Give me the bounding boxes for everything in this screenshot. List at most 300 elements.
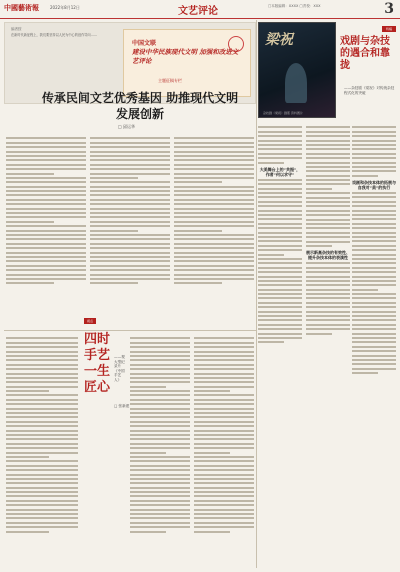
text-line xyxy=(90,173,170,175)
text-line xyxy=(306,162,350,164)
performer-figure xyxy=(285,63,307,103)
text-line xyxy=(352,355,396,357)
feature-image xyxy=(258,22,336,118)
text-line xyxy=(90,282,138,284)
text-line xyxy=(306,232,350,234)
text-line xyxy=(194,394,254,396)
text-line xyxy=(258,262,302,264)
text-line xyxy=(258,218,302,220)
text-line xyxy=(130,500,190,502)
text-line xyxy=(258,337,302,339)
text-line xyxy=(130,478,190,480)
text-line xyxy=(306,236,350,238)
text-line xyxy=(90,260,170,262)
text-line xyxy=(352,297,396,299)
text-line xyxy=(306,166,350,168)
text-line xyxy=(352,258,396,260)
text-line xyxy=(174,164,254,166)
text-line xyxy=(258,131,302,133)
text-line xyxy=(130,377,190,379)
text-line xyxy=(174,173,254,175)
text-line xyxy=(6,260,86,262)
text-line xyxy=(352,223,396,225)
text-line xyxy=(352,368,396,370)
text-line xyxy=(258,192,302,194)
text-line xyxy=(6,412,78,414)
text-line xyxy=(306,223,350,225)
text-line xyxy=(258,315,302,317)
text-line xyxy=(194,509,254,511)
text-line xyxy=(6,238,86,240)
text-line xyxy=(90,243,170,245)
text-line xyxy=(194,469,254,471)
text-line xyxy=(352,192,396,194)
text-line xyxy=(130,460,190,462)
feature-headline: 戏剧与杂技的遇合和靠拢 xyxy=(340,36,390,71)
text-line xyxy=(352,236,396,238)
text-line xyxy=(130,386,166,388)
text-line xyxy=(6,337,78,339)
text-line xyxy=(174,216,254,218)
text-line xyxy=(130,482,190,484)
text-line xyxy=(6,478,78,480)
text-line xyxy=(352,218,396,220)
text-line xyxy=(352,157,396,159)
text-line xyxy=(258,183,302,185)
text-line xyxy=(258,179,302,181)
text-line xyxy=(352,245,396,247)
text-line xyxy=(6,399,78,401)
text-line xyxy=(6,177,86,179)
text-line xyxy=(258,280,302,282)
text-line xyxy=(194,399,254,401)
text-line xyxy=(6,190,86,192)
text-line xyxy=(130,390,190,392)
text-line xyxy=(194,526,254,528)
text-line xyxy=(194,377,254,379)
text-line xyxy=(352,302,396,304)
text-line xyxy=(194,425,254,427)
text-line xyxy=(258,245,302,247)
text-line xyxy=(90,269,170,271)
text-line xyxy=(352,311,396,313)
text-line xyxy=(130,456,190,458)
text-line xyxy=(130,495,190,497)
text-line xyxy=(258,341,284,343)
text-line xyxy=(6,469,78,471)
text-line xyxy=(130,469,190,471)
text-line xyxy=(90,265,170,267)
text-line xyxy=(6,346,78,348)
text-line xyxy=(6,531,49,533)
text-line xyxy=(6,381,78,383)
text-line xyxy=(6,416,78,418)
text-line xyxy=(194,337,254,339)
text-line xyxy=(352,350,396,352)
text-line xyxy=(194,482,254,484)
text-line xyxy=(194,403,254,405)
text-line xyxy=(174,252,254,254)
text-line xyxy=(258,254,284,256)
text-line xyxy=(194,390,230,392)
text-line xyxy=(130,526,190,528)
text-line xyxy=(174,181,222,183)
text-line xyxy=(194,517,254,519)
column-badge xyxy=(123,29,251,97)
text-line xyxy=(130,531,166,533)
text-line xyxy=(130,408,190,410)
text-line xyxy=(6,212,86,214)
text-line xyxy=(258,333,302,335)
text-line xyxy=(6,274,86,276)
text-line xyxy=(306,262,350,264)
issue-date: 2022年8月12日 xyxy=(50,5,80,10)
text-line xyxy=(130,430,190,432)
editors-info: □本版编辑：XXXX □责校：XXX xyxy=(268,4,321,8)
bottom-byline: □ 张新建 xyxy=(114,404,130,408)
text-line xyxy=(194,500,254,502)
text-line xyxy=(306,245,332,247)
text-line xyxy=(306,306,350,308)
text-line xyxy=(174,256,254,258)
text-line xyxy=(258,135,302,137)
text-line xyxy=(6,137,86,139)
text-line xyxy=(352,267,396,269)
text-line xyxy=(306,157,350,159)
text-line xyxy=(352,162,396,164)
bottom-article-column-2 xyxy=(130,335,190,567)
text-line xyxy=(90,256,170,258)
text-line xyxy=(6,278,86,280)
text-line xyxy=(352,144,396,146)
text-line xyxy=(174,168,254,170)
text-line xyxy=(6,216,86,218)
text-line xyxy=(6,390,49,392)
badge-line-2: 建设中华民族现代文明 加强和改进文艺评论 xyxy=(132,48,239,65)
text-line xyxy=(352,175,378,177)
text-line xyxy=(6,517,78,519)
text-line xyxy=(90,278,170,280)
text-line xyxy=(130,416,190,418)
text-line xyxy=(258,271,302,273)
bottom-article-column-1 xyxy=(6,335,78,567)
feature-tag: 特稿 xyxy=(382,26,396,32)
text-line xyxy=(352,196,396,198)
text-line xyxy=(306,201,350,203)
text-line xyxy=(6,256,86,258)
text-line xyxy=(258,249,302,251)
text-line xyxy=(90,137,170,139)
text-line xyxy=(306,170,350,172)
text-line xyxy=(130,434,190,436)
text-line xyxy=(6,513,78,515)
text-line xyxy=(352,166,396,168)
text-line xyxy=(258,201,302,203)
text-line xyxy=(6,265,86,267)
text-line xyxy=(306,214,350,216)
text-line xyxy=(90,181,170,183)
text-line xyxy=(130,509,190,511)
text-line xyxy=(6,252,86,254)
text-line xyxy=(306,319,350,321)
text-line xyxy=(6,168,86,170)
text-line xyxy=(130,394,190,396)
text-line xyxy=(6,151,86,153)
text-line xyxy=(194,447,254,449)
newspaper-logo: 中國藝術報 xyxy=(4,3,39,12)
text-line xyxy=(6,408,78,410)
text-line xyxy=(130,359,190,361)
text-line xyxy=(174,208,254,210)
feature-column-1 xyxy=(258,124,302,346)
text-line xyxy=(258,284,302,286)
text-line xyxy=(352,341,396,343)
text-line xyxy=(90,199,170,201)
text-line xyxy=(352,324,396,326)
text-line xyxy=(352,262,396,264)
text-line xyxy=(130,443,190,445)
text-line xyxy=(6,443,78,445)
text-line xyxy=(306,293,350,295)
text-line xyxy=(6,225,86,227)
text-line xyxy=(258,236,302,238)
text-line xyxy=(194,408,254,410)
text-line xyxy=(194,381,254,383)
text-line xyxy=(194,465,254,467)
text-line xyxy=(6,142,86,144)
text-line xyxy=(6,500,78,502)
text-line xyxy=(6,155,86,157)
text-line xyxy=(6,438,78,440)
text-line xyxy=(194,495,254,497)
text-line xyxy=(352,289,378,291)
bottom-article-tag: 视点 xyxy=(84,318,96,324)
text-line xyxy=(258,214,302,216)
text-line xyxy=(258,188,302,190)
text-line xyxy=(352,293,396,295)
text-line xyxy=(6,351,78,353)
text-line xyxy=(194,474,254,476)
text-line xyxy=(306,267,350,269)
text-line xyxy=(174,146,254,148)
text-line xyxy=(174,234,254,236)
text-line xyxy=(194,438,254,440)
text-line xyxy=(6,495,78,497)
text-line xyxy=(306,153,350,155)
text-line xyxy=(306,311,350,313)
text-line xyxy=(6,208,86,210)
text-line xyxy=(258,232,302,234)
feature-subhead-1: 大美舞台上的“共振”，作者“何以求守” xyxy=(259,166,301,177)
text-line xyxy=(194,456,254,458)
text-line xyxy=(90,142,170,144)
text-line xyxy=(352,280,396,282)
text-line xyxy=(6,221,54,223)
text-line xyxy=(352,319,396,321)
text-line xyxy=(6,421,78,423)
text-line xyxy=(194,478,254,480)
text-line xyxy=(130,381,190,383)
text-line xyxy=(90,151,170,153)
text-line xyxy=(6,373,78,375)
text-line xyxy=(306,183,350,185)
text-line xyxy=(174,269,254,271)
page-header xyxy=(0,0,400,19)
text-line xyxy=(6,359,78,361)
main-byline: □ 邱运华 xyxy=(118,124,136,129)
text-line xyxy=(174,190,254,192)
text-line xyxy=(194,443,254,445)
feature-subtitle: ——杂技剧《梁祝》对传统杂技程式化的突破 xyxy=(344,86,395,95)
feature-subhead-2: 戏剧和杂技本体的拓展与自我对“美”的执行 xyxy=(352,179,396,190)
text-line xyxy=(194,421,254,423)
text-line xyxy=(174,137,254,139)
text-line xyxy=(352,276,396,278)
text-line xyxy=(6,460,78,462)
text-line xyxy=(90,230,138,232)
text-line xyxy=(90,164,170,166)
text-line xyxy=(258,126,302,128)
bottom-article-column-3 xyxy=(194,335,254,567)
text-line xyxy=(258,293,302,295)
text-line xyxy=(258,162,284,164)
text-line xyxy=(352,153,396,155)
text-line xyxy=(130,452,166,454)
text-line xyxy=(306,135,350,137)
text-line xyxy=(258,210,302,212)
text-line xyxy=(194,460,254,462)
text-line xyxy=(6,364,78,366)
text-line xyxy=(130,403,190,405)
text-line xyxy=(352,148,396,150)
text-line xyxy=(174,225,254,227)
text-line xyxy=(6,234,86,236)
text-line xyxy=(174,282,222,284)
text-line xyxy=(352,372,378,374)
text-line xyxy=(6,243,86,245)
text-line xyxy=(6,403,78,405)
text-line xyxy=(6,247,86,249)
text-line xyxy=(258,267,302,269)
text-line xyxy=(90,208,170,210)
text-line xyxy=(352,337,396,339)
text-line xyxy=(258,306,302,308)
main-article-column-2 xyxy=(90,135,170,330)
text-line xyxy=(194,368,254,370)
text-line xyxy=(174,278,254,280)
text-line xyxy=(6,509,78,511)
text-line xyxy=(174,260,254,262)
text-line xyxy=(6,199,86,201)
text-line xyxy=(306,210,350,212)
text-line xyxy=(352,232,396,234)
text-line xyxy=(194,434,254,436)
text-line xyxy=(306,280,350,282)
text-line xyxy=(352,140,396,142)
text-line xyxy=(306,197,350,199)
text-line xyxy=(352,214,396,216)
text-line xyxy=(306,315,350,317)
text-line xyxy=(306,324,350,326)
feature-column-3 xyxy=(352,124,396,376)
section-divider xyxy=(4,330,256,331)
text-line xyxy=(352,284,396,286)
text-line xyxy=(6,482,78,484)
text-line xyxy=(90,194,170,196)
text-line xyxy=(6,186,86,188)
text-line xyxy=(130,337,190,339)
text-line xyxy=(194,351,254,353)
text-line xyxy=(6,355,78,357)
text-line xyxy=(194,513,254,515)
text-line xyxy=(194,504,254,506)
main-headline: 传承民间文艺优秀基因 助推现代文明发展创新 xyxy=(41,91,239,121)
bottom-headline: 四时手艺一生匠心 xyxy=(83,332,110,395)
text-line xyxy=(306,179,350,181)
text-line xyxy=(6,386,78,388)
text-line xyxy=(306,271,350,273)
text-line xyxy=(90,221,170,223)
text-line xyxy=(258,205,302,207)
text-line xyxy=(174,151,254,153)
text-line xyxy=(6,342,78,344)
text-line xyxy=(194,355,254,357)
text-line xyxy=(6,394,78,396)
text-line xyxy=(306,192,350,194)
text-line xyxy=(306,144,350,146)
text-line xyxy=(6,146,86,148)
text-line xyxy=(130,373,190,375)
text-line xyxy=(306,188,332,190)
text-line xyxy=(258,319,302,321)
text-line xyxy=(352,131,396,133)
text-line xyxy=(306,241,350,243)
text-line xyxy=(130,447,190,449)
text-line xyxy=(90,274,170,276)
text-line xyxy=(174,177,254,179)
text-line xyxy=(352,359,396,361)
text-line xyxy=(352,135,396,137)
text-line xyxy=(90,234,170,236)
text-line xyxy=(6,491,78,493)
editor-note-label: 编者按 xyxy=(11,27,22,31)
text-line xyxy=(258,328,302,330)
text-line xyxy=(130,351,190,353)
text-line xyxy=(306,289,350,291)
text-line xyxy=(130,412,190,414)
text-line xyxy=(194,452,230,454)
text-line xyxy=(6,447,78,449)
text-line xyxy=(352,240,396,242)
text-line xyxy=(130,346,190,348)
text-line xyxy=(258,148,302,150)
text-line xyxy=(194,373,254,375)
image-caption: 杂技剧《梁祝》剧照 资料图片 xyxy=(263,111,303,115)
text-line xyxy=(258,302,302,304)
text-line xyxy=(6,465,78,467)
text-line xyxy=(258,297,302,299)
text-line xyxy=(258,157,302,159)
text-line xyxy=(90,146,170,148)
text-line xyxy=(306,276,350,278)
text-line xyxy=(258,240,302,242)
feature-column-2 xyxy=(306,124,350,337)
text-line xyxy=(6,368,78,370)
badge-line-3: 主题征稿专栏 xyxy=(158,78,182,83)
main-article-column-3 xyxy=(174,135,254,330)
text-line xyxy=(6,430,78,432)
text-line xyxy=(130,355,190,357)
